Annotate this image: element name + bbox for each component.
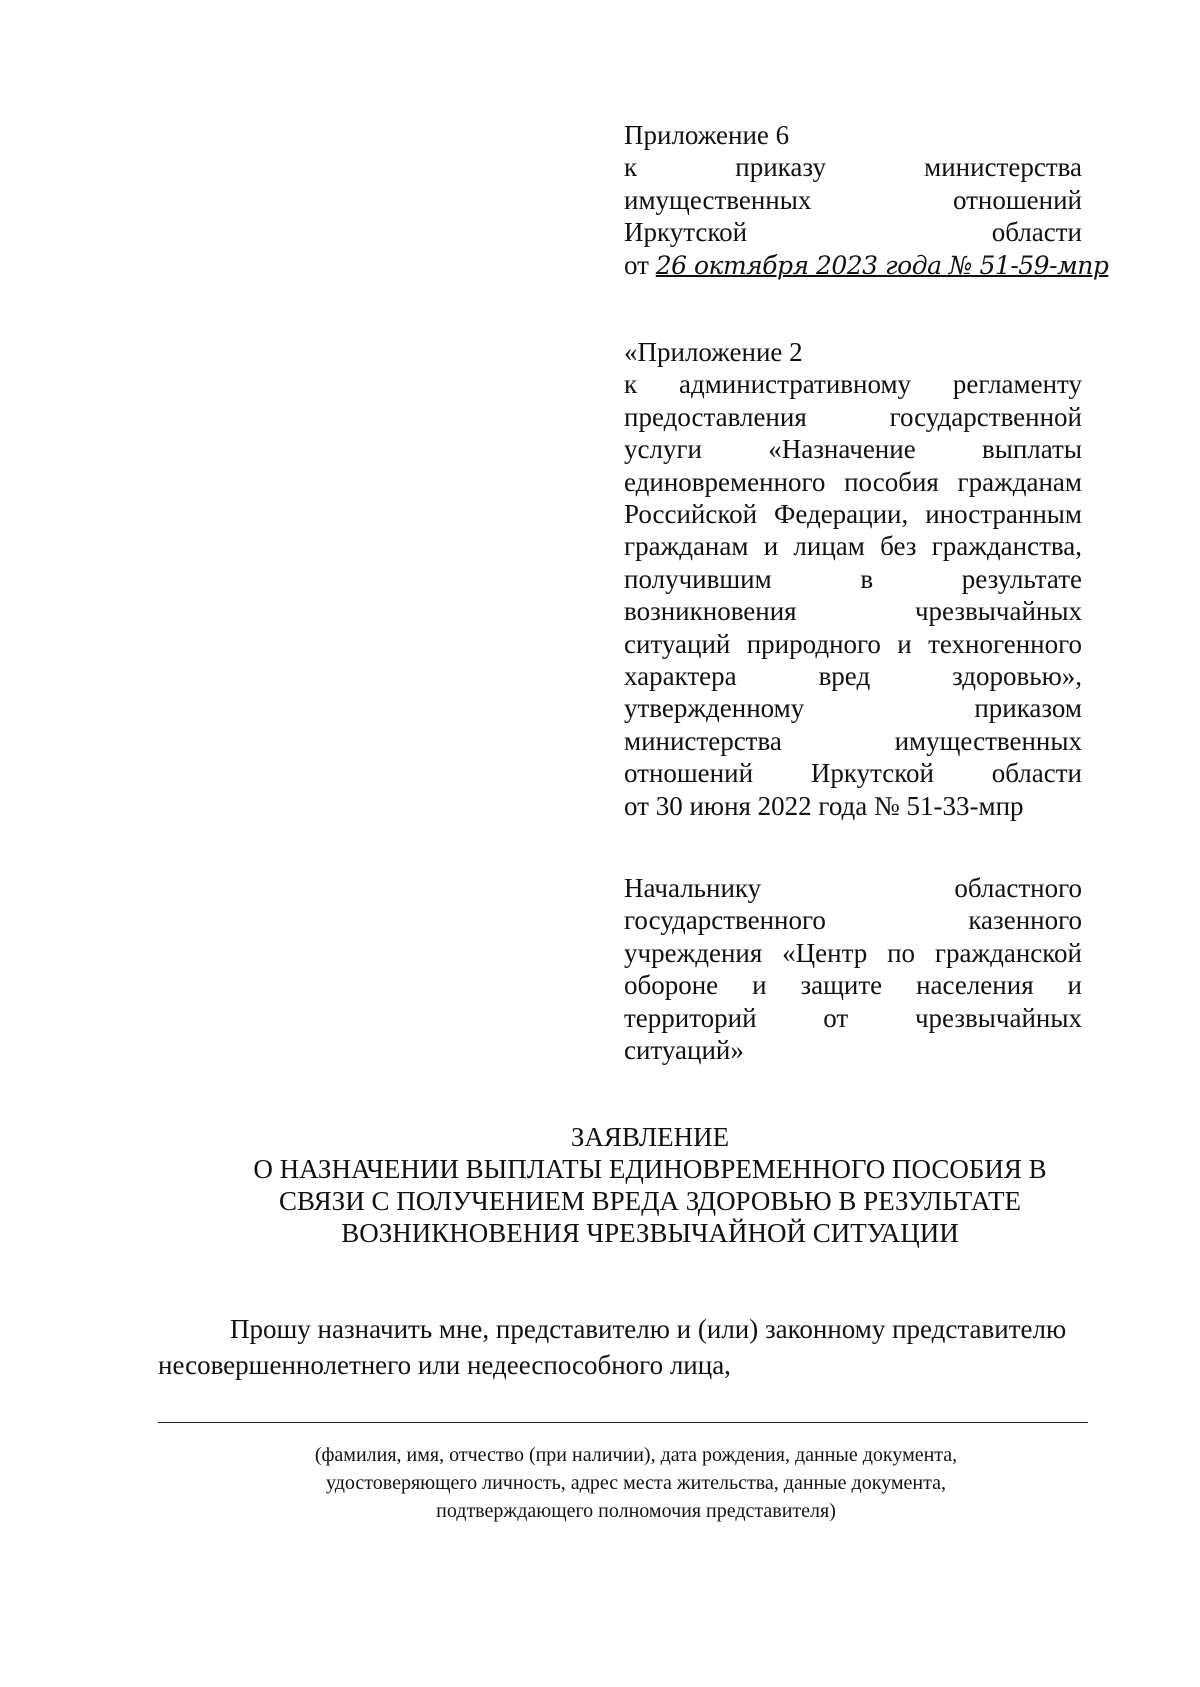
statement-subtitle-line: СВЯЗИ С ПОЛУЧЕНИЕМ ВРЕДА ЗДОРОВЬЮ В РЕЗУЛЬТАТЕ (279, 1186, 1021, 1216)
statement-subtitle-line: О НАЗНАЧЕНИИ ВЫПЛАТЫ ЕДИНОВРЕМЕННОГО ПОСОБИЯ В (253, 1154, 1047, 1184)
appendix-2-line: отношений Иркутской области (624, 758, 1082, 789)
statement-heading: ЗАЯВЛЕНИЕ (570, 1122, 730, 1152)
addressee-block (624, 872, 1082, 1066)
appendix-2-line: утвержденному приказом (624, 693, 1082, 724)
appendix-2-line: характера вред здоровью», (624, 661, 1082, 692)
appendix-6-title: Приложение 6 (624, 120, 790, 150)
addressee-line: Начальнику областного (624, 873, 1082, 903)
appendix-6-date-line (624, 249, 1109, 282)
addressee-line: ситуаций» (624, 1035, 744, 1066)
appendix-2-line: Российской Федерации, иностранным (624, 499, 1082, 530)
applicant-fill-in-line[interactable] (158, 1422, 1088, 1423)
fill-in-caption (158, 1441, 1114, 1525)
appendix-2-line: «Приложение 2 (624, 337, 803, 367)
request-line-2: несовершеннолетнего или недееспособного лица, (158, 1350, 731, 1380)
appendix-2-line: гражданам и лицам без гражданства, (624, 531, 1082, 562)
addressee-line: государственного казенного (624, 905, 1082, 936)
appendix-2-line: единовременного пособия гражданам (624, 466, 1082, 497)
statement-subtitle-line: ВОЗНИКНОВЕНИЯ ЧРЕЗВЫЧАЙНОЙ СИТУАЦИИ (341, 1218, 959, 1248)
appendix-2-line: к административному регламенту (624, 369, 1082, 400)
appendix-6-header (624, 119, 1109, 282)
request-paragraph (158, 1311, 1114, 1383)
caption-line: (фамилия, имя, отчество (при наличии), дата рождения, данные документа, (314, 1444, 958, 1466)
appendix-2-line: услуги «Назначение выплаты (624, 434, 1082, 465)
appendix-6-line-2: имущественных отношений (624, 184, 1082, 215)
appendix-6-line-1: к приказу министерства (624, 152, 1082, 183)
caption-line: удостоверяющего личность, адрес места жительства, данные документа, (326, 1472, 946, 1494)
statement-title (180, 1121, 1120, 1249)
request-line-1: Прошу назначить мне, представителю и (или) законному представителю (230, 1314, 1067, 1344)
appendix-2-line: предоставления государственной (624, 401, 1082, 432)
appendix-2-line: министерства имущественных (624, 725, 1082, 756)
addressee-line: обороне и защите населения и (624, 970, 1082, 1001)
appendix-6-line-3: Иркутской области (624, 217, 1082, 248)
appendix-2-line: получившим в результате (624, 563, 1082, 594)
caption-line: подтверждающего полномочия представителя) (436, 1500, 836, 1522)
addressee-line: территорий от чрезвычайных (624, 1002, 1082, 1033)
appendix-2-header (624, 336, 1082, 822)
handwritten-date-number: 26 октября 2023 года № 51-59-мпр (655, 250, 1109, 280)
appendix-2-line: возникновения чрезвычайных (624, 596, 1082, 627)
appendix-2-line: ситуаций природного и техногенного (624, 628, 1082, 659)
date-prefix: от (624, 249, 649, 280)
addressee-line: учреждения «Центр по гражданской (624, 937, 1082, 968)
appendix-2-line: от 30 июня 2022 года № 51-33-мпр (624, 790, 1024, 821)
